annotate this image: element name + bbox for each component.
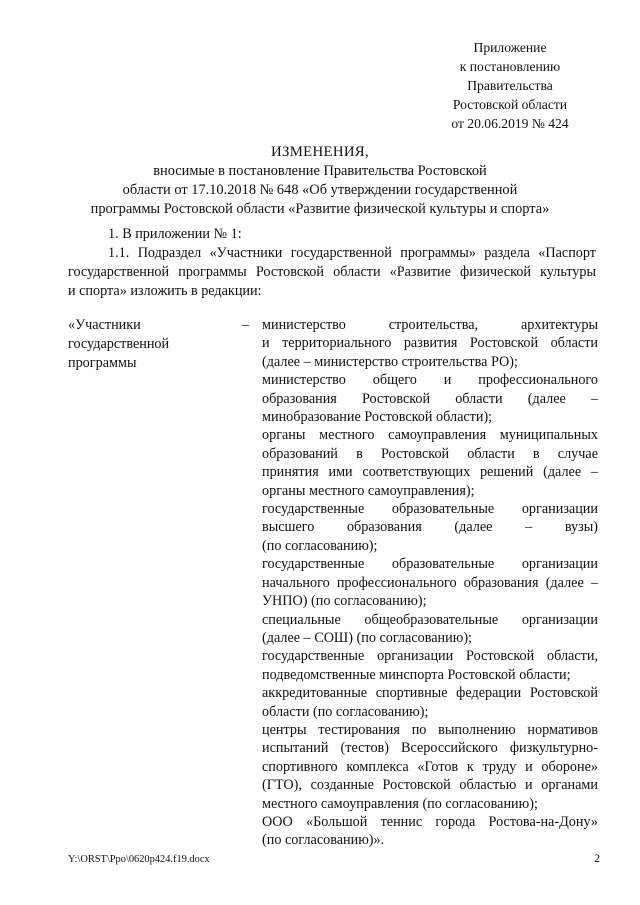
participant-line: УНПО) (по согласованию);	[262, 593, 427, 610]
title-line: вносимые в постановление Правительства Ростовской	[153, 163, 487, 179]
table-dash: –	[242, 317, 250, 333]
participant-line: специальные общеобразовательные организации	[262, 611, 598, 628]
title-heading: ИЗМЕНЕНИЯ,	[271, 144, 369, 160]
participant-line: начального профессионального образования (далее –	[262, 574, 598, 591]
document-title	[60, 143, 580, 219]
participant-line: ООО «Большой теннис города Ростова-на-Дону»	[262, 813, 598, 830]
participant-line: органы местного самоуправления муниципальных	[262, 427, 598, 444]
paragraph-line: государственной программы Ростовской области «Развитие физической культуры	[68, 264, 596, 280]
appendix-line: Ростовской области	[452, 97, 568, 112]
paragraph-line: 1.1. Подраздел «Участники государственной программы» раздела «Паспорт	[108, 245, 596, 261]
appendix-header	[405, 38, 615, 133]
participant-line: подведомственные минспорта Ростовской области;	[262, 666, 571, 683]
participant-line: испытаний (тестов) Всероссийского физкультурно-	[262, 740, 598, 757]
title-line: области от 17.10.2018 № 648 «Об утверждении государственной	[122, 182, 518, 198]
title-line: программы Ростовской области «Развитие физической культуры и спорта»	[90, 201, 550, 217]
table-right-cell	[262, 316, 598, 850]
table-left-cell	[68, 316, 228, 373]
participants-label-line: программы	[68, 355, 137, 371]
page-number: 2	[594, 851, 600, 865]
participant-line: министерство общего и профессионального	[262, 372, 598, 389]
participant-line: (по согласованию);	[262, 537, 378, 554]
participant-line: органы местного самоуправления);	[262, 482, 475, 499]
participant-line: центры тестирования по выполнению нормативов	[262, 721, 598, 738]
participants-label-line: «Участники	[68, 317, 141, 333]
appendix-line: Приложение	[473, 40, 547, 55]
paragraph-1: 1. В приложении № 1:	[108, 226, 242, 242]
appendix-date-number: от 20.06.2019 № 424	[451, 116, 569, 131]
participant-line: образований в Ростовской области в случае	[262, 445, 598, 462]
participant-line: спортивного комплекса «Готов к труду и обороне»	[262, 758, 598, 775]
participant-line: (далее – министерство строительства РО);	[262, 353, 518, 370]
participant-line: министерство строительства, архитектуры	[262, 317, 598, 333]
participant-line: и территориального развития Ростовской области	[262, 335, 598, 352]
participant-line: (ГТО), созданные Ростовской областью и органами	[262, 777, 598, 794]
participant-line: области (по согласованию);	[262, 703, 429, 720]
footer-file-path: Y:\ORST\Ppo\0620p424.f19.docx	[68, 854, 210, 865]
participant-line: государственные организации Ростовской области,	[262, 648, 598, 665]
participant-line: (далее – СОШ) (по согласованию);	[262, 629, 472, 646]
appendix-line: к постановлению	[459, 59, 561, 74]
paragraph-line: и спорта» изложить в редакции:	[68, 283, 262, 299]
participant-line: высшего образования (далее – вузы)	[262, 519, 598, 536]
participant-line: государственные образовательные организации	[262, 556, 598, 573]
appendix-line: Правительства	[467, 78, 553, 93]
participant-line: государственные образовательные организации	[262, 501, 598, 518]
participant-line: принятия ими соответствующих решений (далее –	[262, 464, 598, 481]
paragraph-1-1	[68, 244, 596, 301]
participant-line: образования Ростовской области (далее –	[262, 390, 598, 407]
participant-line: аккредитованные спортивные федерации Ростовской	[262, 685, 598, 702]
participant-line: (по согласованию)».	[262, 832, 385, 849]
participants-label-line: государственной	[68, 336, 170, 352]
participant-line: минобразование Ростовской области);	[262, 409, 493, 426]
participant-line: местного самоуправления (по согласованию);	[262, 795, 538, 812]
